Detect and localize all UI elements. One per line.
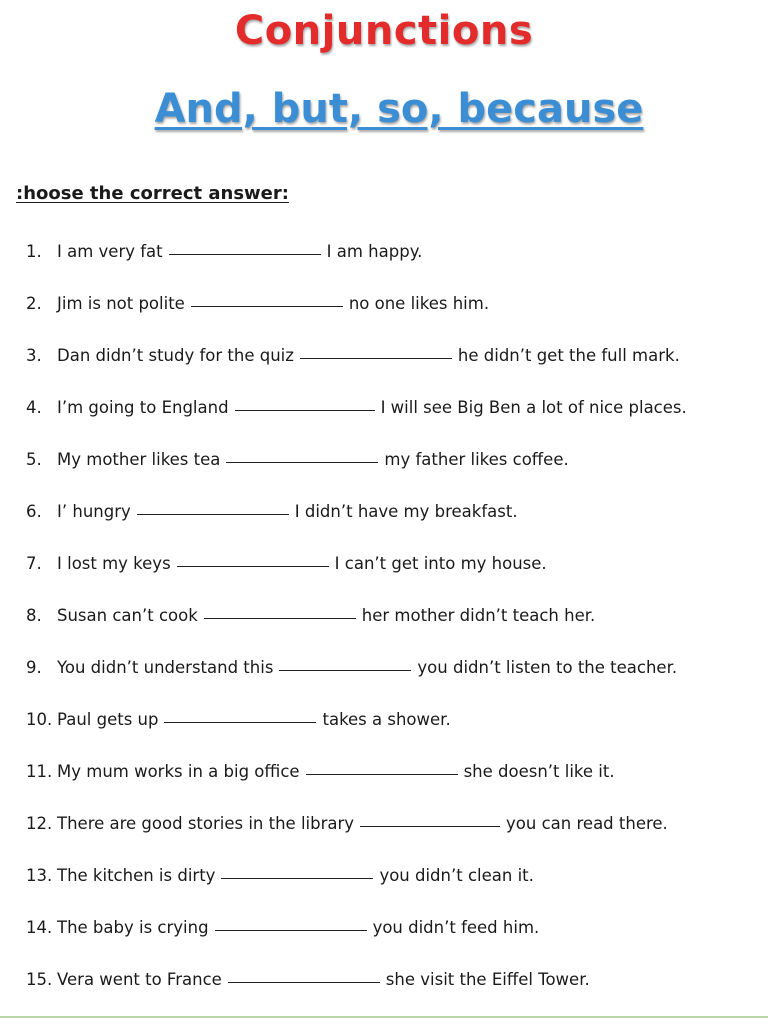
question-number: 1.: [26, 242, 42, 261]
question-text-after: you didn’t clean it.: [379, 866, 534, 885]
answer-blank[interactable]: [177, 565, 329, 567]
question-text-after: I can’t get into my house.: [334, 554, 547, 573]
answer-blank[interactable]: [300, 357, 452, 359]
question-text-before: I am very fat: [57, 242, 163, 261]
question-item: [26, 450, 569, 469]
question-text-before: The kitchen is dirty: [57, 866, 216, 885]
question-item: [26, 554, 547, 573]
question-text-after: he didn’t get the full mark.: [457, 346, 680, 365]
question-item: [26, 814, 668, 833]
answer-blank[interactable]: [204, 617, 356, 619]
question-text-before: I lost my keys: [57, 554, 171, 573]
worksheet-subtitle: And, but, so, because: [154, 86, 644, 132]
answer-blank[interactable]: [191, 305, 343, 307]
question-text-before: Jim is not polite: [57, 294, 185, 313]
answer-blank[interactable]: [279, 669, 411, 671]
question-text-after: I will see Big Ben a lot of nice places.: [380, 398, 687, 417]
answer-blank[interactable]: [137, 513, 289, 515]
question-number: 9.: [26, 658, 42, 677]
question-text-before: Paul gets up: [57, 710, 159, 729]
answer-blank[interactable]: [306, 773, 458, 775]
question-text-before: My mum works in a big office: [57, 762, 300, 781]
question-item: [26, 762, 615, 781]
question-item: [26, 970, 590, 989]
question-text-before: There are good stories in the library: [57, 814, 355, 833]
instruction-heading: :hoose the correct answer:: [16, 183, 289, 204]
question-text-before: Vera went to France: [57, 970, 222, 989]
question-number: 3.: [26, 346, 42, 365]
question-item: [26, 658, 677, 677]
question-item: [26, 502, 518, 521]
page-bottom-border: [0, 1016, 768, 1018]
question-text-before: The baby is crying: [57, 918, 209, 937]
question-text-before: I’m going to England: [57, 398, 229, 417]
question-number: 13.: [26, 866, 53, 885]
question-text-after: I didn’t have my breakfast.: [294, 502, 518, 521]
question-text-after: no one likes him.: [348, 294, 490, 313]
question-item: [26, 242, 422, 261]
question-number: 4.: [26, 398, 42, 417]
question-number: 10.: [26, 710, 53, 729]
question-number: 5.: [26, 450, 42, 469]
question-text-after: she doesn’t like it.: [463, 762, 615, 781]
question-text-after: she visit the Eiffel Tower.: [385, 970, 590, 989]
question-item: [26, 918, 539, 937]
answer-blank[interactable]: [221, 877, 373, 879]
question-number: 12.: [26, 814, 53, 833]
question-item: [26, 294, 489, 313]
question-text-before: Susan can’t cook: [57, 606, 198, 625]
question-text-after: you can read there.: [506, 814, 668, 833]
question-text-before: I’ hungry: [57, 502, 131, 521]
question-item: [26, 866, 534, 885]
question-item: [26, 710, 451, 729]
question-text-after: you didn’t listen to the teacher.: [417, 658, 678, 677]
answer-blank[interactable]: [169, 253, 321, 255]
question-number: 11.: [26, 762, 53, 781]
question-text-before: My mother likes tea: [57, 450, 221, 469]
question-text-after: my father likes coffee.: [384, 450, 569, 469]
answer-blank[interactable]: [235, 409, 375, 411]
question-number: 14.: [26, 918, 53, 937]
answer-blank[interactable]: [215, 929, 367, 931]
question-number: 15.: [26, 970, 53, 989]
answer-blank[interactable]: [228, 981, 380, 983]
question-text-before: You didn’t understand this: [57, 658, 274, 677]
question-text-after: takes a shower.: [322, 710, 451, 729]
question-text-after: I am happy.: [326, 242, 423, 261]
worksheet-title: Conjunctions: [234, 8, 534, 54]
question-item: [26, 398, 687, 417]
question-text-after: you didn’t feed him.: [372, 918, 540, 937]
question-number: 7.: [26, 554, 42, 573]
answer-blank[interactable]: [164, 721, 316, 723]
question-number: 2.: [26, 294, 42, 313]
answer-blank[interactable]: [360, 825, 500, 827]
question-item: [26, 606, 595, 625]
question-item: [26, 346, 680, 365]
answer-blank[interactable]: [226, 461, 378, 463]
question-number: 8.: [26, 606, 42, 625]
question-text-after: her mother didn’t teach her.: [361, 606, 596, 625]
question-text-before: Dan didn’t study for the quiz: [57, 346, 294, 365]
question-number: 6.: [26, 502, 42, 521]
